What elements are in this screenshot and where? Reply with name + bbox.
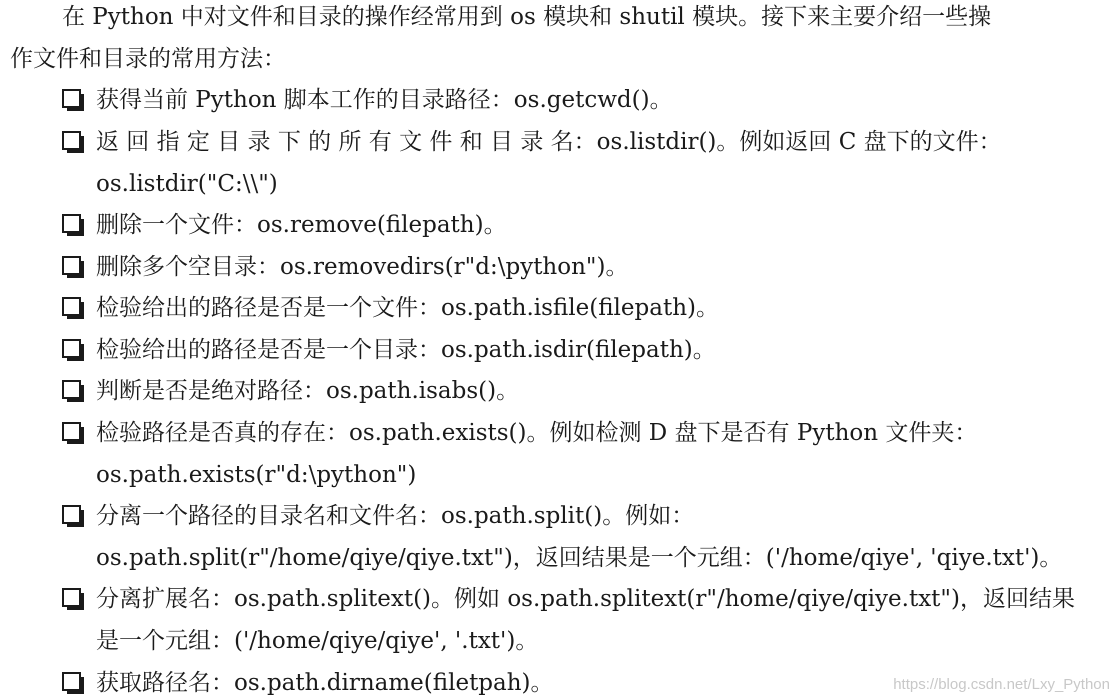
- list-item: 获得当前 Python 脚本工作的目录路径：os.getcwd()。: [96, 87, 673, 113]
- list-item: 检验路径是否真的存在：os.path.exists()。例如检测 D 盘下是否有 Python 文件夹：: [96, 420, 978, 446]
- list-item: 分离一个路径的目录名和文件名：os.path.split()。例如：: [96, 503, 695, 529]
- list-item: 检验给出的路径是否是一个文件：os.path.isfile(filepath)。: [96, 295, 719, 321]
- watermark-url: https://blog.csdn.net/Lxy_Python: [893, 676, 1110, 693]
- list-item-continuation: 是一个元组：('/home/qiye/qiye', '.txt')。: [96, 628, 539, 654]
- list-item: 检验给出的路径是否是一个目录：os.path.isdir(filepath)。: [96, 337, 716, 363]
- checkbox-bullet-icon: [62, 131, 81, 150]
- list-item: 删除一个文件：os.remove(filepath)。: [96, 212, 507, 238]
- checkbox-bullet-icon: [62, 588, 81, 607]
- list-item-continuation: os.path.exists(r"d:\python"): [96, 462, 417, 488]
- list-item: 判断是否是绝对路径：os.path.isabs()。: [96, 378, 520, 404]
- list-item: 分离扩展名：os.path.splitext()。例如 os.path.splitext(r"/home/qiye/qiye.txt")，返回结果: [96, 586, 1075, 612]
- intro-paragraph-line-1: 在 Python 中对文件和目录的操作经常用到 os 模块和 shutil 模块。接下来主要介绍一些操: [62, 4, 992, 30]
- checkbox-bullet-icon: [62, 297, 81, 316]
- list-item-continuation: os.listdir("C:\\"): [96, 171, 278, 197]
- list-item: 获取路径名：os.path.dirname(filetpah)。: [96, 670, 554, 696]
- intro-paragraph-line-2: 作文件和目录的常用方法：: [10, 46, 286, 72]
- checkbox-bullet-icon: [62, 256, 81, 275]
- checkbox-bullet-icon: [62, 380, 81, 399]
- list-item: 返 回 指 定 目 录 下 的 所 有 文 件 和 目 录 名：os.listdir()。例如返回 C 盘下的文件：: [96, 129, 1002, 155]
- list-item-continuation: os.path.split(r"/home/qiye/qiye.txt")，返回结果是一个元组：('/home/qiye', 'qiye.txt')。: [96, 545, 1063, 571]
- checkbox-bullet-icon: [62, 672, 81, 691]
- checkbox-bullet-icon: [62, 89, 81, 108]
- checkbox-bullet-icon: [62, 214, 81, 233]
- checkbox-bullet-icon: [62, 505, 81, 524]
- checkbox-bullet-icon: [62, 422, 81, 441]
- list-item: 删除多个空目录：os.removedirs(r"d:\python")。: [96, 254, 629, 280]
- checkbox-bullet-icon: [62, 339, 81, 358]
